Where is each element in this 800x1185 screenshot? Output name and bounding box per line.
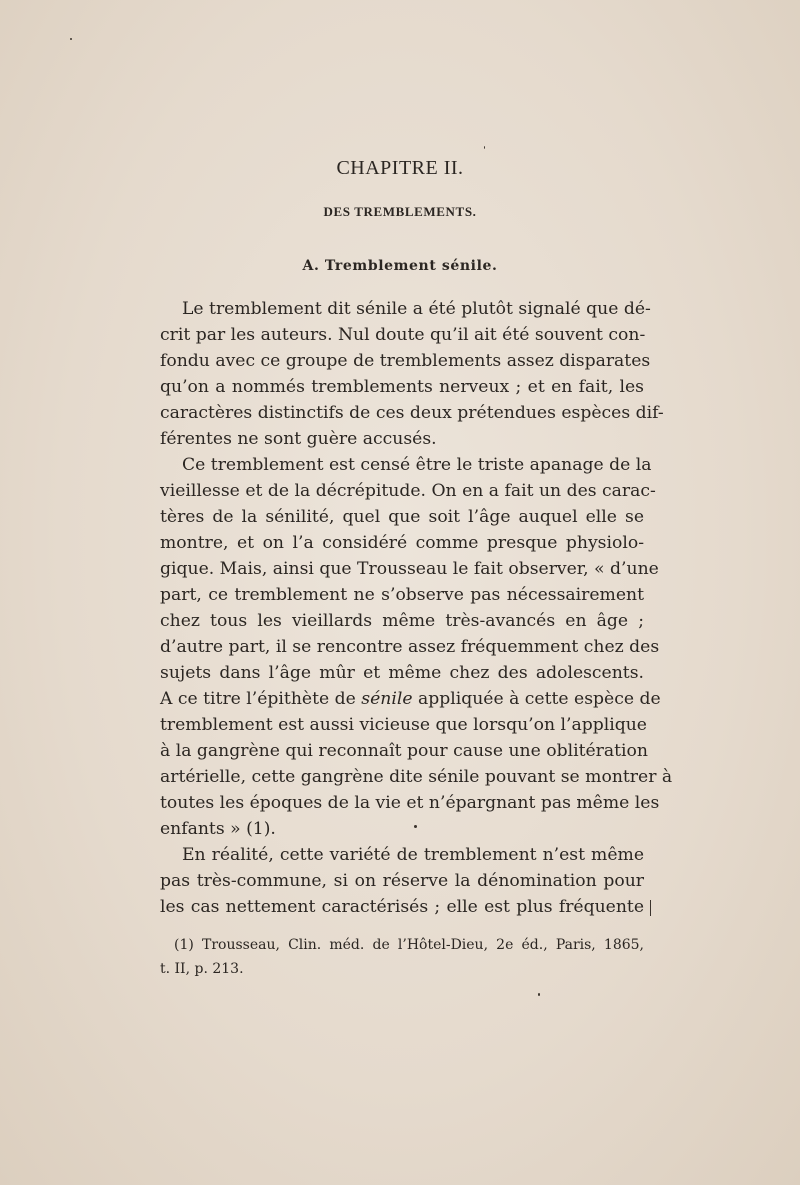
text-line: Ce tremblement est censé être le triste apanage de la: [182, 455, 652, 475]
text-fragment: appliquée à cette espèce de: [417, 689, 661, 709]
text-line: sujets dans l’âge mûr et même chez des adolescents.: [160, 663, 644, 683]
text-line: tères de la sénilité, quel que soit l’âge auquel elle se: [160, 507, 644, 527]
ink-speck: [484, 146, 485, 149]
text-line: [160, 686, 661, 712]
text-line: fondu avec ce groupe de tremblements assez disparates: [160, 351, 651, 371]
text-line: férentes ne sont guère accusés.: [160, 429, 437, 449]
chapter-title: CHAPITRE II.: [336, 157, 464, 179]
italic-term: sénile: [361, 689, 413, 709]
margin-mark: [650, 900, 651, 916]
text-line: montre, et on l’a considéré comme presque physiolo-: [160, 533, 644, 553]
text-line: toutes les époques de la vie et n’épargnant pas même les: [160, 793, 660, 813]
footnote-line: t. II, p. 213.: [160, 961, 244, 977]
body-text: [160, 296, 673, 920]
text-line: artérielle, cette gangrène dite sénile pouvant se montrer à: [160, 767, 673, 787]
text-line: tremblement est aussi vicieuse que lorsqu’on l’applique: [160, 715, 647, 735]
text-line: Le tremblement dit sénile a été plutôt signalé que dé-: [182, 299, 651, 319]
section-title: DES TREMBLEMENTS.: [323, 204, 477, 219]
ink-speck: [538, 993, 540, 996]
text-line: les cas nettement caractérisés ; elle est plus fréquente: [160, 897, 644, 917]
text-line: crit par les auteurs. Nul doute qu’il ait été souvent con-: [160, 325, 646, 345]
text-fragment: A ce titre l’épithète de: [160, 689, 356, 709]
text-line: d’autre part, il se rencontre assez fréquemment chez des: [160, 637, 660, 657]
text-line: à la gangrène qui reconnaît pour cause une oblitération: [160, 741, 648, 761]
text-line: gique. Mais, ainsi que Trousseau le fait observer, « d’une: [160, 559, 659, 579]
text-line: chez tous les vieillards même très-avancés en âge ;: [160, 611, 644, 631]
text-line: vieillesse et de la décrépitude. On en a fait un des carac-: [160, 481, 656, 501]
subsection-title: A. Tremblement sénile.: [302, 258, 498, 274]
footnote: [160, 933, 644, 981]
ink-speck: [414, 825, 417, 828]
ink-speck: [70, 38, 72, 40]
text-line: En réalité, cette variété de tremblement n’est même: [182, 845, 644, 865]
text-line: part, ce tremblement ne s’observe pas nécessairement: [160, 585, 644, 605]
footnote-line: (1) Trousseau, Clin. méd. de l’Hôtel-Dieu, 2e éd., Paris, 1865,: [174, 937, 644, 953]
text-line: enfants » (1).: [160, 819, 276, 839]
text-line: caractères distinctifs de ces deux prétendues espèces dif-: [160, 403, 664, 423]
text-line: qu’on a nommés tremblements nerveux ; et en fait, les: [160, 377, 644, 397]
text-line: pas très-commune, si on réserve la dénomination pour: [160, 871, 644, 891]
